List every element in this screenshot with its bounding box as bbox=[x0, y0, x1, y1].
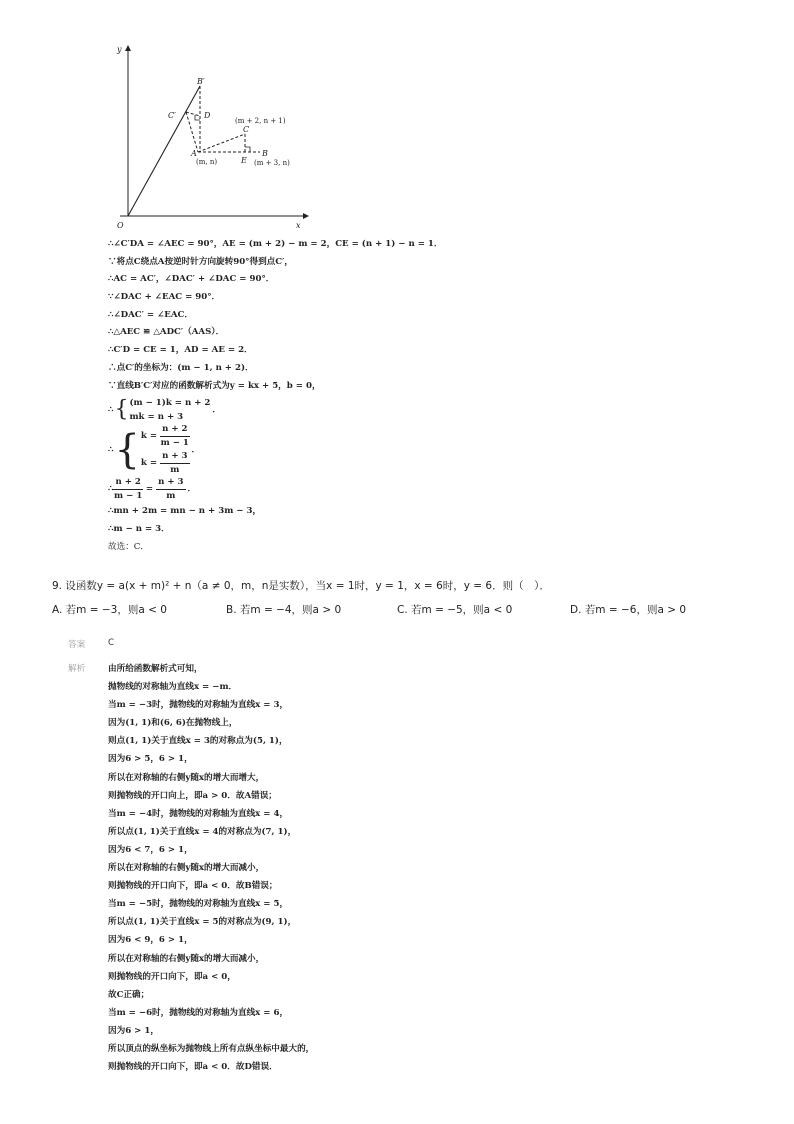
therefore-symbol: ∴ bbox=[108, 484, 114, 495]
fraction-den: m − 1 bbox=[160, 438, 189, 449]
label-B-coord: (m + 3, n) bbox=[254, 159, 290, 167]
explanation-line: 由所给函数解析式可知， bbox=[108, 664, 203, 674]
period: ． bbox=[212, 404, 222, 415]
explanation-line: 因为6 < 7，6 > 1， bbox=[108, 844, 193, 855]
label-A: A bbox=[191, 149, 197, 158]
equals: = bbox=[145, 484, 154, 495]
solution-line: ∴mn + 2m = mn − n + 3m − 3， bbox=[108, 506, 262, 517]
answer-value: C bbox=[108, 638, 115, 648]
label-C-coord: (m + 2, n + 1) bbox=[235, 117, 286, 125]
equation-system-2 bbox=[108, 424, 668, 476]
equation-system-1 bbox=[108, 395, 668, 424]
explanation-line: 当m = −4时，抛物线的对称轴为直线x = 4， bbox=[108, 808, 289, 819]
period: ． bbox=[191, 444, 201, 455]
explanation-line: 所以点(1, 1)关于直线x = 4的对称点为(7, 1)， bbox=[108, 826, 297, 837]
explanation-line: 因为6 < 9，6 > 1， bbox=[108, 935, 193, 946]
question-stem: 9. 设函数y = a(x + m)² + n（a ≠ 0，m，n是实数），当x = 1时，y = 1，x = 6时，y = 6．则（ ）． bbox=[52, 580, 550, 592]
question-9 bbox=[52, 578, 752, 616]
explanation-line: 抛物线的对称轴为直线x = −m． bbox=[108, 682, 238, 693]
solution-line: ∵直线B′C′对应的函数解析式为y = kx + 5，b = 0， bbox=[108, 380, 321, 391]
previous-solution bbox=[108, 236, 668, 556]
fraction-equation bbox=[108, 476, 668, 503]
solution-line: ∴△AEC ≌ △ADC′（AAS）． bbox=[108, 327, 225, 338]
explanation-line: 因为6 > 1， bbox=[108, 1025, 159, 1036]
label-Bprime: B′ bbox=[197, 77, 205, 86]
solution-line: ∴∠DAC′ = ∠EAC． bbox=[108, 309, 193, 320]
explanation bbox=[108, 660, 668, 1076]
explanation-line: 当m = −6时，抛物线的对称轴为直线x = 6， bbox=[108, 1007, 289, 1018]
fraction-den: m bbox=[170, 465, 180, 476]
explanation-line: 当m = −5时，抛物线的对称轴为直线x = 5， bbox=[108, 899, 289, 910]
fraction-den: m bbox=[166, 491, 176, 502]
choice-d[interactable]: D. 若m = −6，则a > 0 bbox=[570, 604, 687, 616]
explanation-line: 因为(1, 1)和(6, 6)在抛物线上， bbox=[108, 718, 238, 729]
brace: { bbox=[114, 427, 140, 474]
explanation-line: 所以顶点的纵坐标为抛物线上所有点纵坐标中最大的， bbox=[108, 1043, 315, 1054]
explanation-line: 则抛物线的开口向上，即a > 0．故A错误； bbox=[108, 790, 277, 801]
segment-Cprime-D bbox=[186, 112, 200, 116]
explanation-line: 则抛物线的开口向下，即a < 0， bbox=[108, 971, 236, 982]
therefore-symbol: ∴ bbox=[108, 444, 114, 455]
choice-a[interactable]: A. 若m = −3，则a < 0 bbox=[52, 604, 167, 616]
label-O: O bbox=[117, 221, 124, 230]
explanation-line: 因为6 > 5，6 > 1， bbox=[108, 754, 193, 765]
explanation-line: 则抛物线的开口向下，即a < 0．故D错误． bbox=[108, 1062, 278, 1073]
explanation-line: 所以点(1, 1)关于直线x = 5的对称点为(9, 1)， bbox=[108, 917, 297, 928]
label-y: y bbox=[117, 45, 122, 54]
system-row: (m − 1)k = n + 2 bbox=[129, 397, 211, 408]
solution-line: ∴点C′的坐标为：(m − 1, n + 2)． bbox=[108, 362, 254, 373]
period: ． bbox=[187, 484, 197, 495]
solution-line: ∵将点C绕点A按逆时针方向旋转90°得到点C′， bbox=[108, 256, 293, 267]
explanation-line: 所以在对称轴的右侧y随x的增大而减小， bbox=[108, 953, 265, 964]
explanation-line: 当m = −3时，抛物线的对称轴为直线x = 3， bbox=[108, 700, 289, 711]
label-x: x bbox=[296, 221, 301, 230]
fraction-num: n + 3 bbox=[160, 450, 189, 464]
solution-line: ∴∠C′DA = ∠AEC = 90°，AE = (m + 2) − m = 2，CE = (n + 1) − n = 1． bbox=[108, 239, 443, 249]
label-E: E bbox=[241, 156, 247, 165]
segment-A-C bbox=[198, 134, 245, 152]
choice-b[interactable]: B. 若m = −4，则a > 0 bbox=[226, 604, 342, 616]
fraction-num: n + 2 bbox=[113, 476, 142, 490]
label-B: B bbox=[262, 149, 268, 158]
label-Cprime: C′ bbox=[168, 111, 176, 120]
solution-line: ∴C′D = CE = 1，AD = AE = 2． bbox=[108, 345, 253, 356]
label-D: D bbox=[204, 111, 211, 120]
answer-label: 答案 bbox=[68, 640, 86, 650]
label-C: C bbox=[243, 125, 250, 134]
solution-line: 故选：C． bbox=[108, 541, 149, 552]
segment-Cprime-A bbox=[186, 112, 198, 152]
fraction-den: m − 1 bbox=[114, 491, 143, 502]
coordinate-diagram bbox=[100, 40, 330, 235]
fraction-num: n + 3 bbox=[156, 476, 185, 490]
system-row: mk = n + 3 bbox=[129, 411, 184, 422]
explanation-line: 所以在对称轴的右侧y随x的增大而减小， bbox=[108, 863, 265, 874]
label-A-coord: (m, n) bbox=[196, 158, 218, 166]
fraction-num: n + 2 bbox=[160, 423, 189, 437]
solution-line: ∴m − n = 3． bbox=[108, 523, 170, 534]
solution-line: ∵∠DAC + ∠EAC = 90°． bbox=[108, 292, 221, 303]
line-O-Bprime bbox=[128, 86, 200, 216]
choice-c[interactable]: C. 若m = −5，则a < 0 bbox=[397, 604, 513, 616]
right-angle-E bbox=[245, 147, 250, 152]
brace: { bbox=[114, 396, 129, 422]
explanation-line: 故C正确； bbox=[108, 989, 150, 1000]
k-equals: k = bbox=[140, 458, 158, 469]
therefore-symbol: ∴ bbox=[108, 404, 114, 415]
explanation-line: 则抛物线的开口向下，即a < 0．故B错误； bbox=[108, 881, 278, 892]
explanation-line: 所以在对称轴的右侧y随x的增大而增大， bbox=[108, 772, 265, 783]
explanation-label: 解析 bbox=[68, 664, 86, 674]
explanation-line: 则点(1, 1)关于直线x = 3的对称点为(5, 1)， bbox=[108, 736, 288, 747]
solution-line: ∴AC = AC′，∠DAC′ + ∠DAC = 90°． bbox=[108, 274, 275, 285]
k-equals: k = bbox=[140, 431, 158, 442]
